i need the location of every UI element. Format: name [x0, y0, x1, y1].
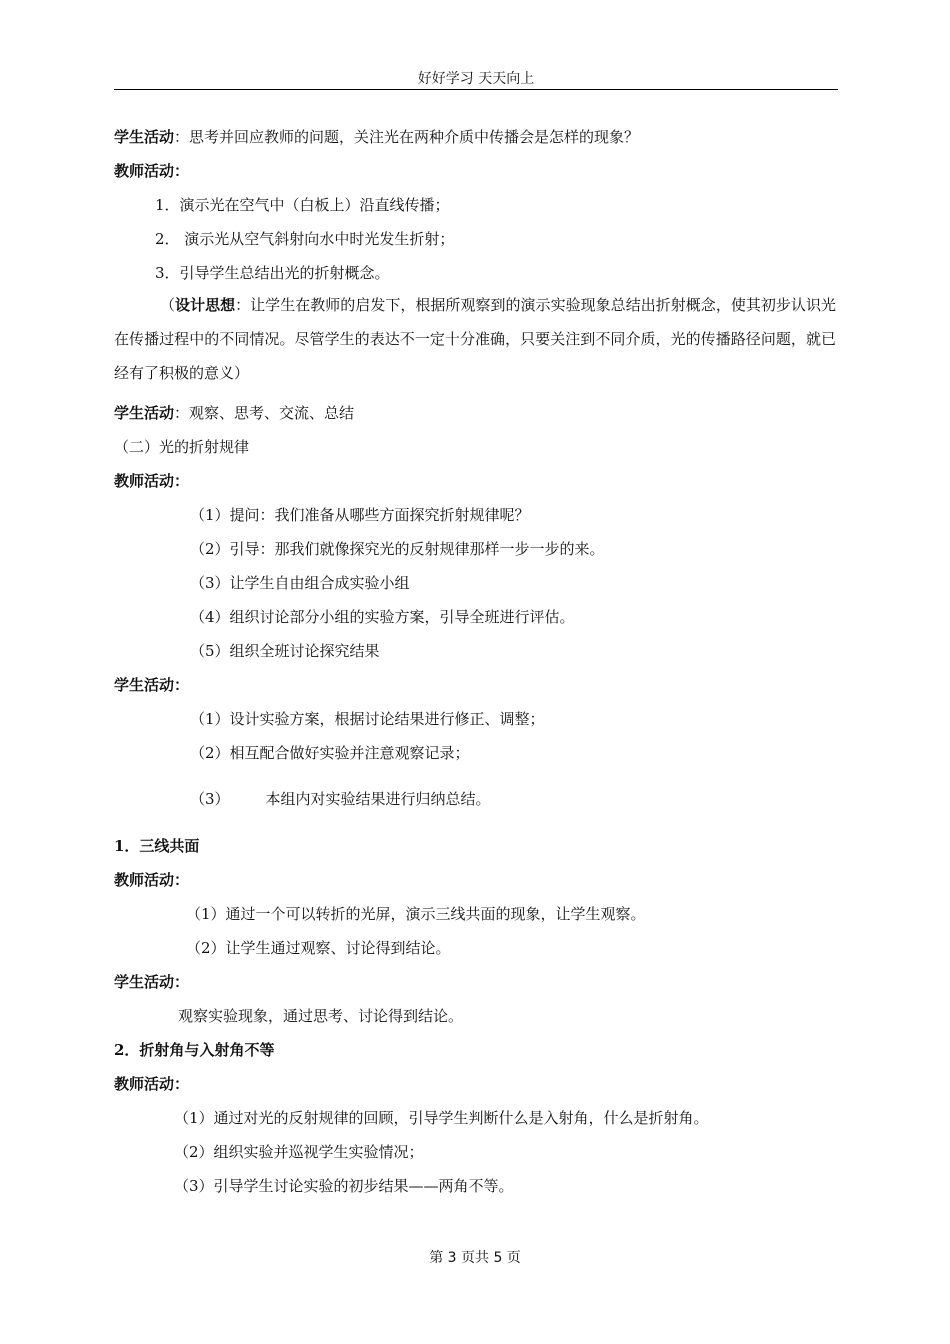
- student-activity-1: [114, 127, 639, 147]
- list-item: 2． 演示光从空气斜射向水中时光发生折射；: [155, 230, 455, 248]
- student-activity-label: 学生活动：: [114, 676, 190, 694]
- list-item: 1．演示光在空气中（白板上）沿直线传播；: [155, 196, 450, 214]
- design-thought-paragraph: [114, 288, 836, 390]
- list-item: （1）提问：我们准备从哪些方面探究折射规律呢？: [190, 506, 530, 524]
- design-thought-label: 设计思想: [175, 296, 236, 314]
- list-item: （3）让学生自由组合成实验小组: [190, 574, 410, 592]
- list-item: （4）组织讨论部分小组的实验方案，引导全班进行评估。: [190, 608, 575, 626]
- student-activity-label: 学生活动：: [114, 973, 190, 991]
- design-open-paren: （: [160, 296, 176, 314]
- list-item: （5）组织全班讨论探究结果: [190, 642, 380, 660]
- list-item: （2）相互配合做好实验并注意观察记录；: [190, 744, 470, 762]
- section-title: （二）光的折射规律: [114, 438, 250, 456]
- list-item: （1）通过对光的反射规律的回顾，引导学生判断什么是入射角，什么是折射角。: [174, 1109, 709, 1127]
- list-item-text: 本组内对实验结果进行归纳总结。: [265, 790, 491, 808]
- list-item: （2）引导：那我们就像探究光的反射规律那样一步一步的来。: [190, 540, 605, 558]
- student-activity-text: ：思考并回应教师的问题，关注光在两种介质中传播会是怎样的现象？: [174, 128, 640, 146]
- list-item-number: （3）: [190, 790, 230, 808]
- student-activity-label: 学生活动: [114, 128, 175, 146]
- list-item: [190, 789, 491, 809]
- design-thought-text: ：让学生在教师的启发下，根据所观察到的演示实验现象总结出折射概念，使其初步认识光在传播过程中的不同情况。尽管学生的表达不一定十分准确，只要关注到不同介质，光的传播路径问题，就已经有了积极的意义）: [114, 296, 836, 382]
- section-heading: 1．三线共面: [114, 837, 200, 855]
- list-item: （1）设计实验方案，根据讨论结果进行修正、调整；: [190, 710, 545, 728]
- list-item: 3．引导学生总结出光的折射概念。: [155, 264, 390, 282]
- student-activity-text: ：观察、思考、交流、总结: [174, 404, 355, 422]
- student-activity-text: 观察实验现象，通过思考、讨论得到结论。: [178, 1007, 464, 1025]
- list-item: （3）引导学生讨论实验的初步结果——两角不等。: [174, 1177, 514, 1195]
- teacher-activity-label: 教师活动：: [114, 1075, 190, 1093]
- header-divider: [114, 89, 838, 90]
- page-header: 好好学习 天天向上: [417, 71, 535, 87]
- page-number: 第 3 页共 5 页: [429, 1250, 521, 1266]
- list-item: （2）让学生通过观察、讨论得到结论。: [186, 939, 451, 957]
- list-item: （2）组织实验并巡视学生实验情况；: [174, 1143, 424, 1161]
- teacher-activity-label: 教师活动：: [114, 871, 190, 889]
- student-activity-2: [114, 403, 354, 423]
- student-activity-label: 学生活动: [114, 404, 175, 422]
- section-heading: 2．折射角与入射角不等: [114, 1041, 275, 1059]
- teacher-activity-label: 教师活动：: [114, 472, 190, 490]
- list-item: （1）通过一个可以转折的光屏，演示三线共面的现象，让学生观察。: [186, 905, 646, 923]
- teacher-activity-label: 教师活动：: [114, 162, 190, 180]
